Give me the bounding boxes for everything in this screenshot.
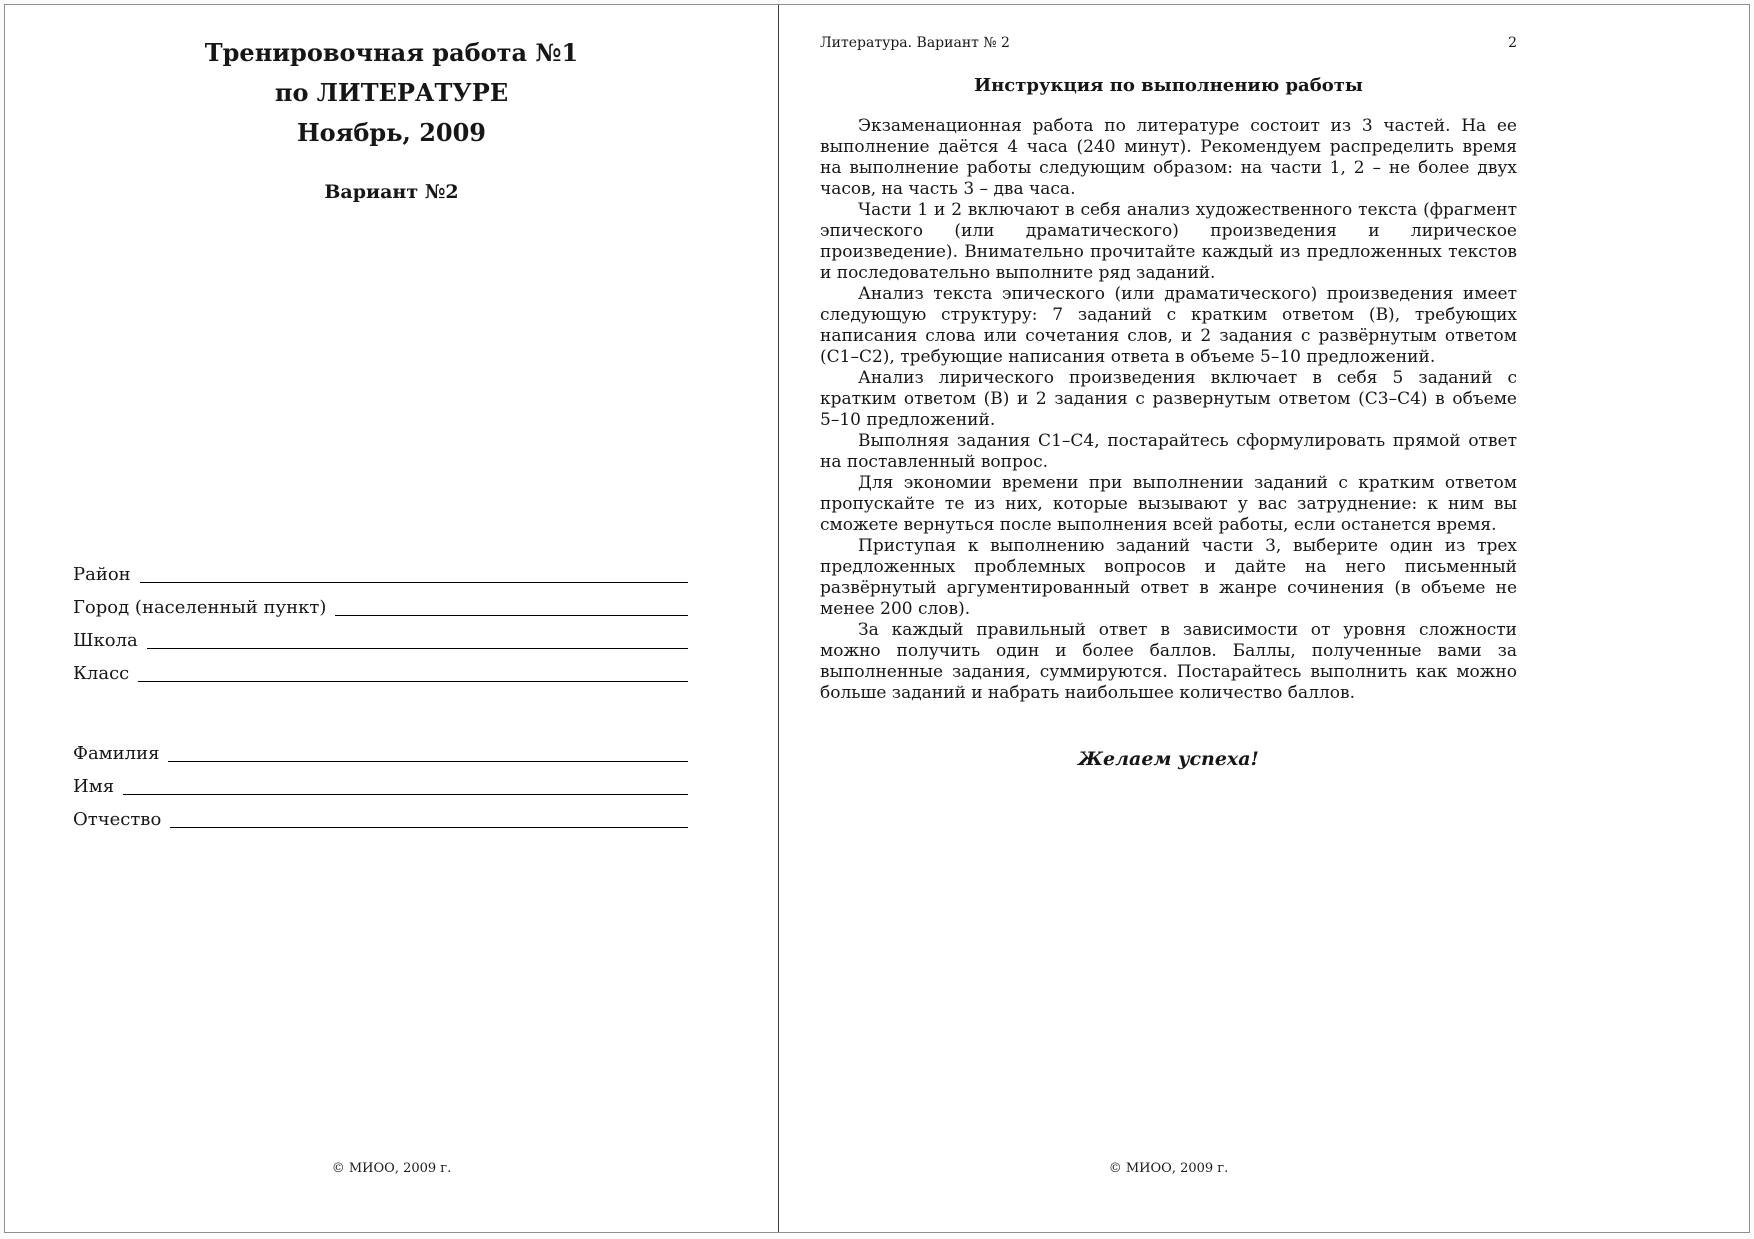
instruction-paragraph-7: Приступая к выполнению заданий части 3, выберите один из трех предложенных проблемных вопросов и дайте на него письменный развёрнутый аргументированный ответ в жанре сочинения (в объеме не менее 200 слов). [820,536,1517,619]
section-heading: Инструкция по выполнению работы [974,75,1363,96]
instruction-paragraph-8: За каждый правильный ответ в зависимости от уровня сложности можно получить один и более баллов. Баллы, полученные вами за выполненные задания, суммируются. Постарайтесь выполнить как можно больше заданий и набрать наибольшее количество баллов. [820,620,1517,703]
field-row-city [73,586,688,619]
city-label: Город (населенный пункт) [73,597,327,618]
running-head [820,35,1517,51]
surname-fill-in-line [168,760,688,762]
name-fields [73,732,688,831]
instruction-page [779,5,1749,1232]
instruction-paragraph-6: Для экономии времени при выполнении заданий с кратким ответом пропускайте те из них, которые вызывают у вас затруднение: к ним вы сможете вернуться после выполнения всей работы, если останется время. [820,473,1517,535]
field-row-patronymic [73,798,688,831]
instruction-column [820,5,1517,770]
city-fill-in-line [335,614,688,616]
title-line-1: Тренировочная работа №1 [204,38,579,67]
closing-wish: Желаем успеха! [1078,748,1259,770]
title-line-3: Ноябрь, 2009 [297,118,486,147]
patronymic-label: Отчество [73,809,162,830]
instruction-paragraph-1: Экзаменационная работа по литературе состоит из 3 частей. На ее выполнение даётся 4 часа (240 минут). Рекомендуем распределить время на выполнение работы следующим образом: на части 1, 2 – не более двух часов, на часть 3 – два часа. [820,116,1517,199]
school-fill-in-line [147,647,688,649]
field-row-class [73,652,688,685]
instruction-paragraph-2: Части 1 и 2 включают в себя анализ художественного текста (фрагмент эпического (или драматического) произведения и лирическое произведение). Внимательно прочитайте каждый из предложенных текстов и последовательно выполните ряд заданий. [820,200,1517,283]
work-title [5,33,778,153]
page-frame [4,4,1750,1233]
surname-label: Фамилия [73,743,160,764]
copyright-footer-right: © МИОО, 2009 г. [1108,1161,1229,1176]
district-label: Район [73,564,131,585]
field-row-school [73,619,688,652]
district-fill-in-line [140,581,688,583]
instruction-paragraph-3: Анализ текста эпического (или драматического) произведения имеет следующую структуру: 7 заданий с кратким ответом (В), требующих написания слова или сочетания слов, и 2 задания с развёрнутым ответом (С1–С2), требующие написания ответа в объеме 5–10 предложений. [820,284,1517,367]
firstname-fill-in-line [123,793,688,795]
field-row-firstname [73,765,688,798]
copyright-footer-left: © МИОО, 2009 г. [331,1161,452,1176]
school-label: Школа [73,630,138,651]
field-row-district [73,553,688,586]
patronymic-fill-in-line [170,826,688,828]
firstname-label: Имя [73,776,115,797]
variant-label: Вариант №2 [324,181,459,203]
location-fields [73,553,688,685]
page-number: 2 [1508,35,1517,51]
instruction-paragraph-4: Анализ лирического произведения включает в себя 5 заданий с кратким ответом (В) и 2 задания с развернутым ответом (С3–С4) в объеме 5–10 предложений. [820,368,1517,430]
class-fill-in-line [138,680,688,682]
title-line-2: по ЛИТЕРАТУРЕ [274,78,509,107]
instruction-paragraph-5: Выполняя задания С1–С4, постарайтесь сформулировать прямой ответ на поставленный вопрос. [820,431,1517,472]
instruction-text [820,116,1517,704]
title-page [5,5,778,1232]
class-label: Класс [73,663,130,684]
running-title: Литература. Вариант № 2 [820,35,1010,51]
field-row-surname [73,732,688,765]
